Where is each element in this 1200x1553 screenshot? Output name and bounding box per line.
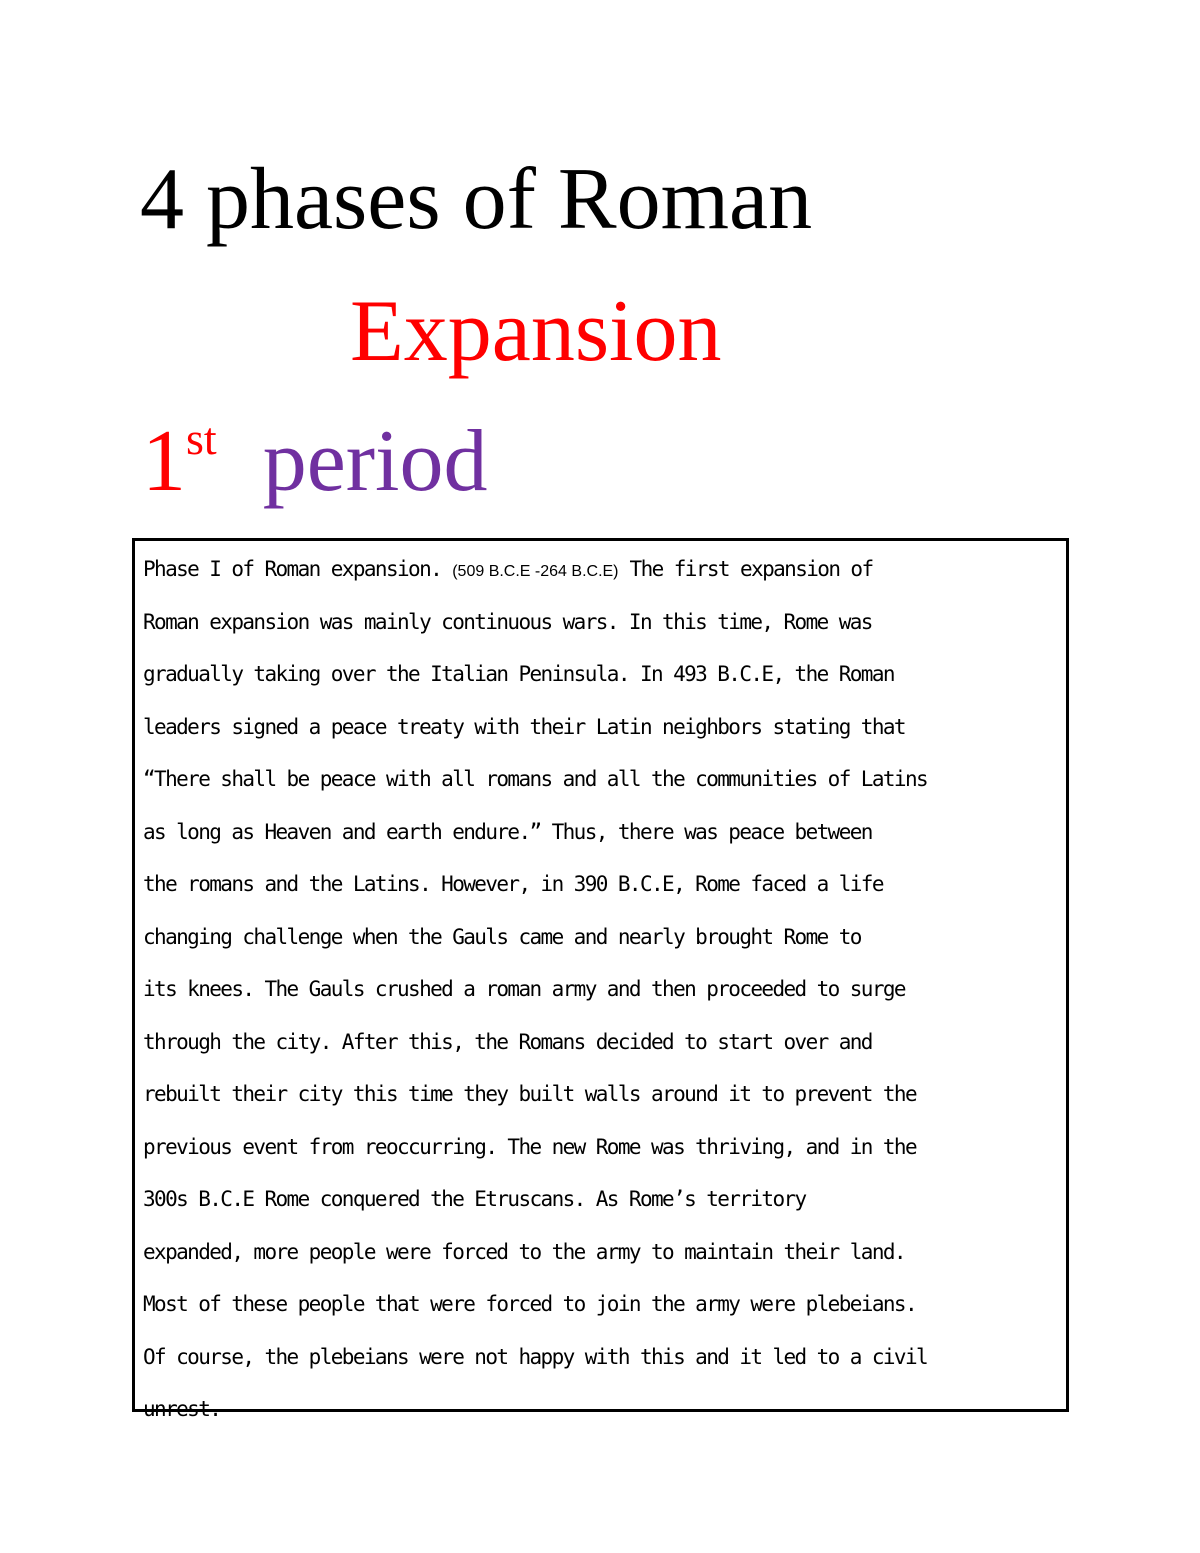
body-line-text: through the city. After this, the Romans decided to start over and bbox=[143, 1029, 872, 1054]
title-line-2: Expansion bbox=[350, 283, 722, 380]
body-line-text: as long as Heaven and earth endure.” Thus, there was peace between bbox=[143, 819, 872, 844]
body-line bbox=[143, 596, 1058, 649]
body-line-text: expanded, more people were forced to the army to maintain their land. bbox=[143, 1239, 905, 1264]
body-line-text: 300s B.C.E Rome conquered the Etruscans. As Rome’s territory bbox=[143, 1187, 806, 1211]
title-line-3 bbox=[142, 412, 488, 512]
body-line-text: Most of these people that were forced to join the army were plebeians. bbox=[143, 1292, 917, 1316]
body-line bbox=[143, 753, 1058, 806]
body-line bbox=[143, 1016, 1058, 1069]
body-line-text: The first expansion of bbox=[618, 557, 873, 581]
body-line bbox=[143, 1121, 1058, 1174]
body-line bbox=[143, 911, 1058, 964]
body-line bbox=[143, 1226, 1058, 1279]
body-paragraph bbox=[143, 543, 1058, 1436]
body-line bbox=[143, 701, 1058, 754]
body-line bbox=[143, 1331, 1058, 1384]
body-line bbox=[143, 648, 1058, 701]
body-line bbox=[143, 858, 1058, 911]
body-line-text: unrest. bbox=[143, 1397, 221, 1421]
body-line bbox=[143, 1173, 1058, 1226]
body-line bbox=[143, 1278, 1058, 1331]
body-line-text: leaders signed a peace treaty with their Latin neighbors stating that bbox=[143, 714, 905, 739]
period-word: period bbox=[262, 413, 488, 510]
body-line-text: Roman expansion was mainly continuous wars. In this time, Rome was bbox=[143, 609, 872, 634]
body-line-text: “There shall be peace with all romans and all the communities of Latins bbox=[143, 767, 928, 791]
body-line-text: Phase I of Roman expansion. bbox=[143, 557, 453, 581]
body-line bbox=[143, 963, 1058, 1016]
ordinal-number: 1 bbox=[142, 413, 186, 510]
body-line-text: previous event from reoccurring. The new Rome was thriving, and in the bbox=[143, 1134, 917, 1159]
body-line bbox=[143, 1068, 1058, 1121]
title-line-1: 4 phases of Roman bbox=[140, 151, 813, 248]
body-line bbox=[143, 1383, 1058, 1436]
body-line-text: its knees. The Gauls crushed a roman army and then proceeded to surge bbox=[143, 977, 905, 1001]
ordinal-suffix: st bbox=[186, 413, 217, 464]
date-range-text: (509 B.C.E -264 B.C.E) bbox=[452, 563, 619, 580]
body-line-text: the romans and the Latins. However, in 390 B.C.E, Rome faced a life bbox=[143, 872, 883, 896]
body-line-text: gradually taking over the Italian Peninsula. In 493 B.C.E, the Roman bbox=[143, 662, 894, 686]
body-line bbox=[143, 806, 1058, 859]
text-box bbox=[132, 538, 1069, 1421]
body-line-text: rebuilt their city this time they built walls around it to prevent the bbox=[143, 1082, 917, 1106]
body-line-text: changing challenge when the Gauls came and nearly brought Rome to bbox=[143, 924, 861, 949]
body-line bbox=[143, 543, 1058, 596]
body-line-text: Of course, the plebeians were not happy with this and it led to a civil bbox=[143, 1344, 928, 1369]
